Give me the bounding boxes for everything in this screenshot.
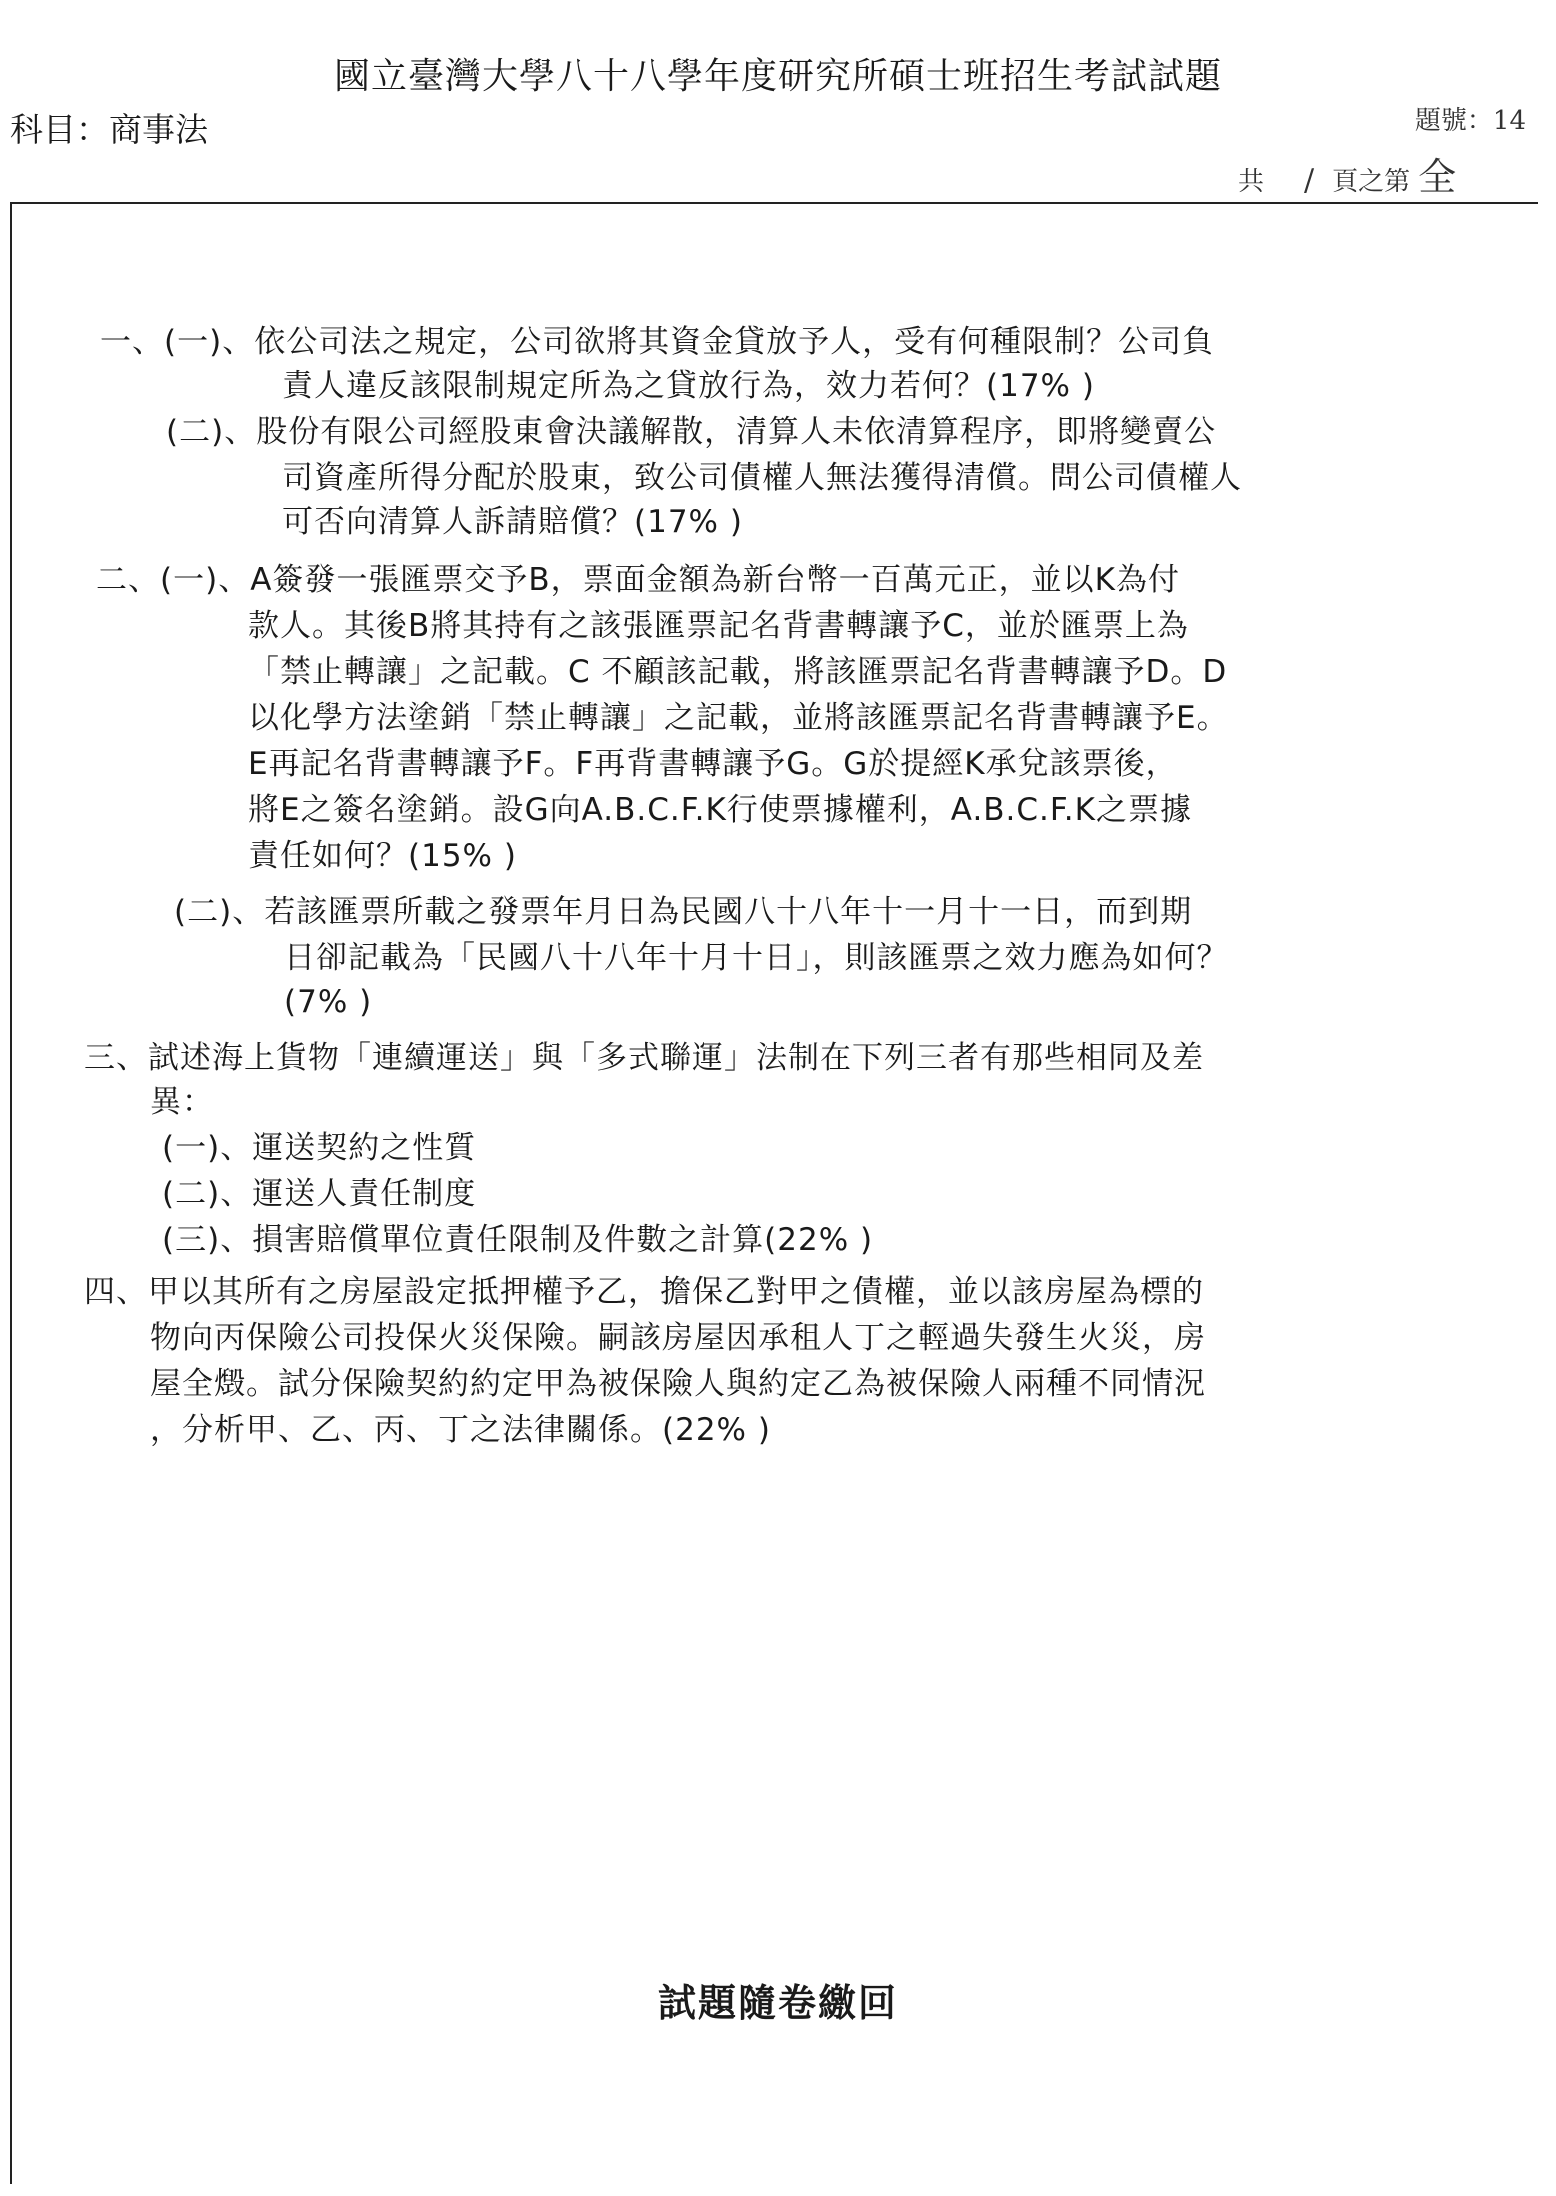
question-1-line-3: (二)、股份有限公司經股東會決議解散，清算人未依清算程序，即將變賣公 [166,414,1217,450]
question-2-line-3: 「禁止轉讓」之記載。C 不顧該記載，將該匯票記名背書轉讓予D。D [248,654,1228,690]
question-4-line-2: 物向丙保險公司投保火災保險。嗣該房屋因承租人丁之輕過失發生火災，房 [150,1320,1206,1356]
question-1-line-4: 司資產所得分配於股東，致公司債權人無法獲得清償。問公司債權人 [282,460,1242,496]
question-4-line-1: 四、甲以其所有之房屋設定抵押權予乙，擔保乙對甲之債權，並以該房屋為標的 [84,1274,1204,1310]
question-3-line-5: (三)、損害賠償單位責任限制及件數之計算(22% ) [162,1222,874,1258]
question-4-line-3: 屋全燬。試分保險契約約定甲為被保險人與約定乙為被保險人兩種不同情況 [150,1366,1206,1402]
question-1-line-2: 責人違反該限制規定所為之貸放行為，效力若何？(17% ) [282,368,1095,404]
question-2-line-4: 以化學方法塗銷「禁止轉讓」之記載，並將該匯票記名背書轉讓予E。 [248,700,1229,736]
page-of-label: 頁之第 [1332,167,1411,197]
question-3-line-4: (二)、運送人責任制度 [162,1176,477,1212]
question-3-line-1: 三、試述海上貨物「連續運送」與「多式聯運」法制在下列三者有那些相同及差 [84,1040,1204,1076]
question-3-line-3: (一)、運送契約之性質 [162,1130,477,1166]
question-2-line-10: (7% ) [284,984,373,1020]
subject-label: 科目：商事法 [10,110,208,149]
question-2-line-2: 款人。其後B將其持有之該張匯票記名背書轉讓予C，並於匯票上為 [248,608,1189,644]
question-2-line-8: (二)、若該匯票所載之發票年月日為民國八十八年十一月十一日，而到期 [174,894,1193,930]
page-total-label: 共 [1238,167,1265,197]
question-1-line-1: 一、(一)、依公司法之規定，公司欲將其資金貸放予人，受有何種限制？公司負 [100,324,1215,360]
page-info [1238,146,1538,201]
page-slash: / [1304,163,1315,198]
question-4-line-4: ，分析甲、乙、丙、丁之法律關係。(22% ) [150,1412,771,1448]
footer-note: 試題隨卷繳回 [657,1980,898,2025]
page-current: 全 [1418,155,1457,199]
question-2-line-7: 責任如何？(15% ) [248,838,517,874]
question-2-line-1: 二、(一)、A簽發一張匯票交予B，票面金額為新台幣一百萬元正，並以K為付 [96,562,1180,598]
question-number: 題號：14 [1414,106,1526,136]
question-3-line-2: 異： [150,1084,214,1120]
question-1-line-5: 可否向清算人訴請賠償？(17% ) [282,504,743,540]
page-title: 國立臺灣大學八十八學年度研究所碩士班招生考試試題 [333,56,1222,97]
question-2-line-9: 日卻記載為「民國八十八年十月十日」，則該匯票之效力應為如何？ [284,940,1229,976]
question-2-line-6: 將E之簽名塗銷。設G向A.B.C.F.K行使票據權利，A.B.C.F.K之票據 [248,792,1192,828]
question-2-line-5: E再記名背書轉讓予F。F再背書轉讓予G。G於提經K承兌該票後， [248,746,1178,782]
